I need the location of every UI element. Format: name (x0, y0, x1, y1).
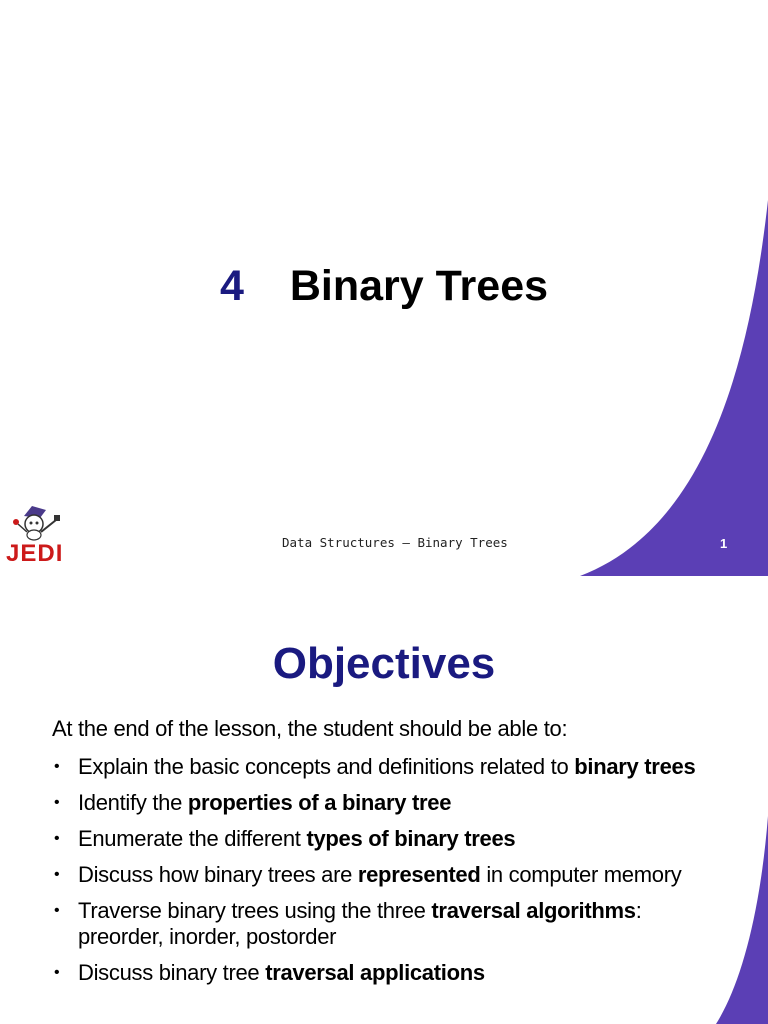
page-number: 1 (720, 536, 728, 551)
chapter-number: 4 (219, 262, 244, 310)
jedi-logo-text: JEDI (6, 540, 64, 567)
objectives-intro: At the end of the lesson, the student should be able to: (52, 716, 568, 741)
list-item: • Enumerate the different types of binary trees (52, 826, 732, 852)
list-item: • Discuss binary tree traversal applications (52, 960, 732, 986)
slide-footer: Data Structures – Binary Trees (282, 535, 508, 550)
objectives-title: Objectives (272, 639, 496, 688)
slide-title (0, 262, 768, 311)
list-item: • Identify the properties of a binary tree (52, 790, 732, 816)
list-item: • Explain the basic concepts and definitions related to binary trees (52, 754, 732, 780)
objectives-list (52, 754, 732, 996)
list-item: • Traverse binary trees using the three traversal algorithms: preorder, inorder, postorder (52, 898, 732, 950)
objectives-slide (0, 596, 768, 1024)
list-item: • Discuss how binary trees are represented in computer memory (52, 862, 732, 888)
slide-separator (0, 576, 768, 596)
chapter-title: Binary Trees (289, 262, 549, 310)
